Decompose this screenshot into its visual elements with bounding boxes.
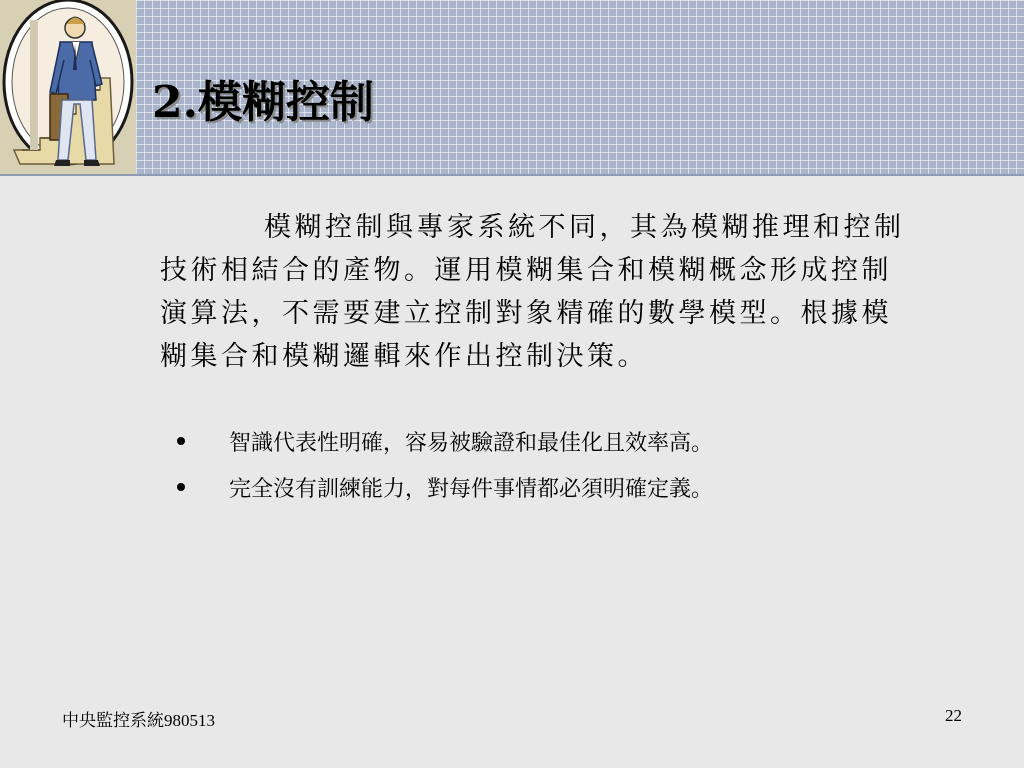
bullet-item — [170, 418, 713, 464]
bullet-dot-icon — [177, 437, 185, 445]
bullet-text: 完全沒有訓練能力，對每件事情都必須明確定義。 — [229, 476, 714, 502]
bullet-text: 智識代表性明確，容易被驗證和最佳化且效率高。 — [229, 430, 714, 456]
slide-title: 2.模糊控制 — [152, 77, 374, 128]
bullet-item — [170, 464, 713, 510]
body-paragraph: 模糊控制與專家系統不同，其為模糊推理和控制技術相結合的產物。運用模糊集合和模糊概念形成控制演算法，不需要建立控制對象精確的數學模型。根據模糊集合和模糊邏輯來作出控制決策。 — [160, 212, 905, 372]
businessman-on-stairs-illustration — [0, 0, 136, 174]
bullet-dot-icon — [177, 483, 185, 491]
bullet-list — [170, 418, 713, 510]
page-number: 22 — [945, 706, 962, 725]
footer-label: 中央監控系統980513 — [62, 711, 215, 730]
